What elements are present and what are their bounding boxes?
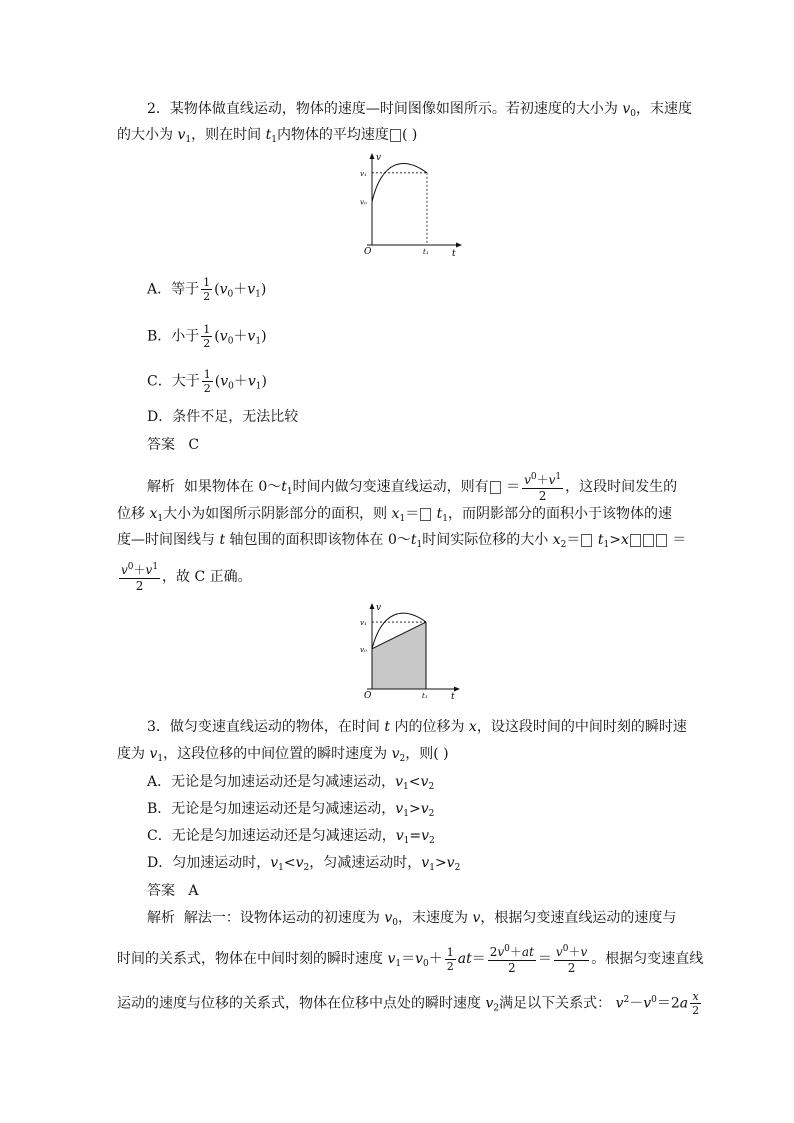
- v-axis-arrow: [370, 603, 375, 609]
- v-axis-arrow: [370, 153, 375, 159]
- v0-label: v₀: [360, 198, 367, 207]
- t-axis-label: t: [451, 692, 455, 702]
- v-axis-label: v: [376, 153, 382, 163]
- q3-analysis-line1: 解析 解法一：设物体运动的初速度为 $v_0$，末速度为 v，根据匀变速直线运动的速度与: [147, 910, 677, 928]
- q3-analysis-line2: 时间的关系式，物体在中间时刻的瞬时速度 $v_1=v_0+$ $\frac{1}{2}$ at＝ $\frac{2v^0+at}{2}$ ＝ $\frac{v^0+v}{2}$ 。根据匀变速直线: [117, 944, 704, 975]
- q3-option-b[interactable]: B．无论是匀加速运动还是匀减速运动，$v_1>v_2$: [147, 801, 435, 819]
- q2-vt-graph: [355, 150, 465, 260]
- q2-stem-line2: 的大小为 $v_1$，则在时间 $t_1$内物体的平均速度 ( ): [117, 127, 418, 145]
- velocity-curve: [372, 164, 427, 202]
- v-axis-label: v: [376, 603, 382, 613]
- shaded-area: [372, 622, 426, 689]
- q3-option-a[interactable]: A．无论是匀加速运动还是匀减速运动，$v_1<v_2$: [147, 774, 435, 792]
- q2-analysis-line4: $\frac{v^0+v^1}{2}$ ，故 C 正确。: [121, 562, 252, 593]
- origin-label: O: [364, 691, 372, 701]
- t-axis-label: t: [452, 249, 456, 259]
- v1-label: v₁: [360, 619, 367, 628]
- origin-label: O: [364, 247, 372, 257]
- q3-option-c[interactable]: C．无论是匀加速运动还是匀减速运动，$v_1=v_2$: [147, 828, 435, 846]
- q3-analysis-line3: 运动的速度与位移的关系式，物体在位移中点处的瞬时速度 $v_2$满足以下关系式： $v^2-v^0=2a$ $\frac{x}{2}$: [117, 990, 700, 1017]
- vbar-symbol: [390, 129, 401, 142]
- q3-stem-line1: 3．做匀变速直线运动的物体，在时间 t 内的位移为 x，设这段时间的中间时刻的瞬时速: [147, 719, 687, 735]
- q3-answer: 答案 A: [147, 883, 199, 899]
- q2-answer: 答案 C: [147, 437, 200, 453]
- q2-analysis-line3: 度—时间图线与 t 轴包围的面积即该物体在 $0\sim t_1$时间实际位移的大小 $x_2= t_1>x$ ＝: [117, 532, 687, 550]
- q2-stem-line1: 2．某物体做直线运动，物体的速度—时间图像如图所示。若初速度的大小为 $v_0$，末速度: [147, 101, 693, 119]
- v1-label: v₁: [360, 169, 367, 178]
- q3-stem-line2: 度为 $v_1$，这段位移的中间位置的瞬时速度为 $v_2$，则( ): [117, 746, 449, 764]
- t-axis-arrow: [454, 687, 460, 692]
- q2-option-a[interactable]: A．等于 $\frac{1}{2}$ $(v_0+v_1)$: [147, 276, 267, 303]
- analysis-vt-graph: [357, 600, 467, 705]
- q3-option-d[interactable]: D．匀加速运动时，$v_1<v_2$，匀减速运动时，$v_1>v_2$: [147, 855, 461, 873]
- q2-analysis-line2: 位移 $x_1$大小为如图所示阴影部分的面积，则 $x_1= t_1$，而阴影部分的面积小于该物体的速: [117, 506, 673, 524]
- q2-option-c[interactable]: C．大于 $\frac{1}{2}$ $(v_0+v_1)$: [147, 368, 267, 395]
- q2-number: 2．: [147, 101, 170, 117]
- q3-number: 3．: [147, 719, 170, 735]
- t1-label: t₁: [423, 248, 429, 256]
- t-axis-arrow: [456, 243, 462, 248]
- q2-analysis-line1: 解析 如果物体在 $0\sim t_1$时间内做匀变速直线运动，则有 ＝ $\frac{v^0+v^1}{2}$ ，这段时间发生的: [147, 472, 678, 503]
- q2-option-b[interactable]: B．小于 $\frac{1}{2}$ $(v_0+v_1)$: [147, 323, 267, 350]
- t1-label: t₁: [422, 692, 428, 700]
- v0-label: v₀: [360, 645, 367, 654]
- q2-option-d[interactable]: D．条件不足，无法比较: [147, 409, 299, 425]
